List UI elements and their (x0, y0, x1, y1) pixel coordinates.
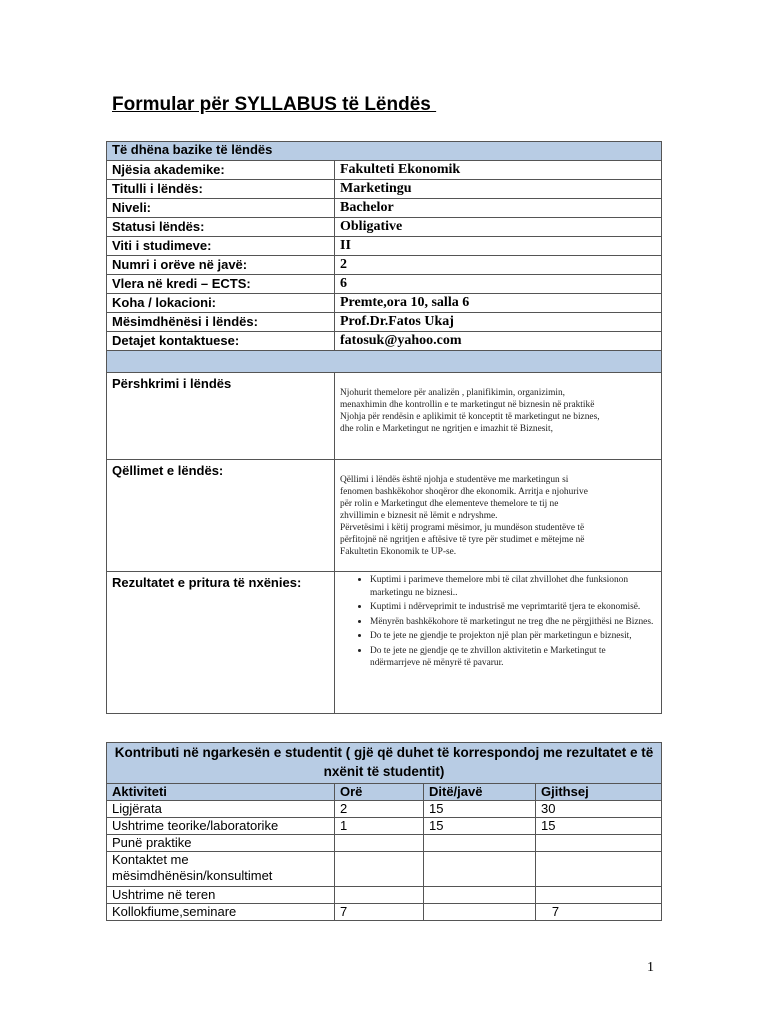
row-value: II (335, 237, 662, 256)
list-item: • Do te jete ne gjendje qe te zhvillon aktivitetin e Marketingut te ndërmarrjeve në mënyrë të pavarur. (370, 645, 656, 670)
row-value: Premte,ora 10, salla 6 (335, 294, 662, 313)
table-row: Punë praktike (107, 835, 662, 852)
page-number: 1 (647, 960, 654, 975)
row-label: Mësimdhënësi i lëndës: (107, 313, 335, 332)
row-value: 2 (335, 256, 662, 275)
table-row (107, 294, 662, 313)
row-value: Fakulteti Ekonomik (335, 161, 662, 180)
row-label: Njësia akademike: (107, 161, 335, 180)
row-label: Koha / lokacioni: (107, 294, 335, 313)
row-value: Bachelor (335, 199, 662, 218)
row-value: 6 (335, 275, 662, 294)
row-label: Viti i studimeve: (107, 237, 335, 256)
table-row: Ligjërata 2 15 30 (107, 801, 662, 818)
table-row: Ushtrime në teren (107, 887, 662, 904)
row-value: Prof.Dr.Fatos Ukaj (335, 313, 662, 332)
row-label: Statusi lëndës: (107, 218, 335, 237)
table-row (107, 313, 662, 332)
list-item: • Mënyrën bashkëkohore të marketingut ne treg dhe ne përgjithësi ne Biznes. (370, 616, 656, 629)
outcomes-list (335, 572, 662, 714)
row-label: Titulli i lëndës: (107, 180, 335, 199)
row-label: Numri i orëve në javë: (107, 256, 335, 275)
column-header: Gjithsej (536, 784, 662, 801)
column-header: Orë (335, 784, 424, 801)
basic-info-table (106, 141, 662, 714)
table-row: Kontaktet me mësimdhënësin/konsultimet (107, 852, 662, 887)
workload-header: Kontributi në ngarkesën e studentit ( gjë që duhet të korrespondoj me rezultatet e të nxënit të studentit) (107, 743, 662, 784)
description-text: Njohurit themelore për analizën , planifikimin, organizimin, menaxhimin dhe kontrollin e te marketingut në biznesin në praktikë Njohja për rendësin e aplikimit të konceptit të marketingut ne biznes, dhe rolin e Marketingut ne ngritjen e imazhit të Biznesit, (335, 373, 662, 460)
form-title: Formular për SYLLABUS të Lëndës (112, 94, 437, 115)
table-row (107, 275, 662, 294)
basic-info-header: Të dhëna bazike të lëndës (107, 142, 662, 161)
row-label: Detajet kontaktuese: (107, 332, 335, 351)
description-label: Përshkrimi i lëndës (107, 373, 335, 460)
table-row: Kollokfiume,seminare 7 7 (107, 904, 662, 921)
list-item: • Kuptimi i parimeve themelore mbi të cilat zhvillohet dhe funksionon marketingu ne biznesi.. (370, 574, 656, 599)
table-row (107, 256, 662, 275)
table-row (107, 332, 662, 351)
row-label: Vlera në kredi – ECTS: (107, 275, 335, 294)
table-row (107, 199, 662, 218)
table-row (107, 180, 662, 199)
objectives-label: Qëllimet e lëndës: (107, 460, 335, 572)
table-row (107, 161, 662, 180)
contact-email: fatosuk@yahoo.com (335, 332, 662, 351)
table-row (107, 218, 662, 237)
row-label: Niveli: (107, 199, 335, 218)
list-item: • Kuptimi i ndërveprimit te industrisë me veprimtaritë tjera te ekonomisë. (370, 601, 656, 614)
row-value: Marketingu (335, 180, 662, 199)
list-item: • Do te jete ne gjendje te projekton një plan për marketingun e biznesit, (370, 630, 656, 643)
table-row (107, 237, 662, 256)
column-header: Ditë/javë (424, 784, 536, 801)
objectives-text: Qëllimi i lëndës është njohja e studentëve me marketingun si fenomen bashkëkohor shoqëror dhe ekonomik. Arritja e njohurive për rolin e Marketingut dhe elementeve themelore te tij ne zhvillimin e biznesit në lëmit e ndryshme. Përvetësimi i këtij programi mësimor, ju mundëson studentëve të përfitojnë në ngritjen e aftësive të tyre për studimet e mëtejme në Fakultetin Ekonomik te UP-se. (335, 460, 662, 572)
table-row: Ushtrime teorike/laboratorike 1 15 15 (107, 818, 662, 835)
row-value: Obligative (335, 218, 662, 237)
section-divider (107, 351, 662, 373)
workload-table (106, 742, 662, 921)
outcomes-label: Rezultatet e pritura të nxënies: (107, 572, 335, 714)
column-header: Aktiviteti (107, 784, 335, 801)
